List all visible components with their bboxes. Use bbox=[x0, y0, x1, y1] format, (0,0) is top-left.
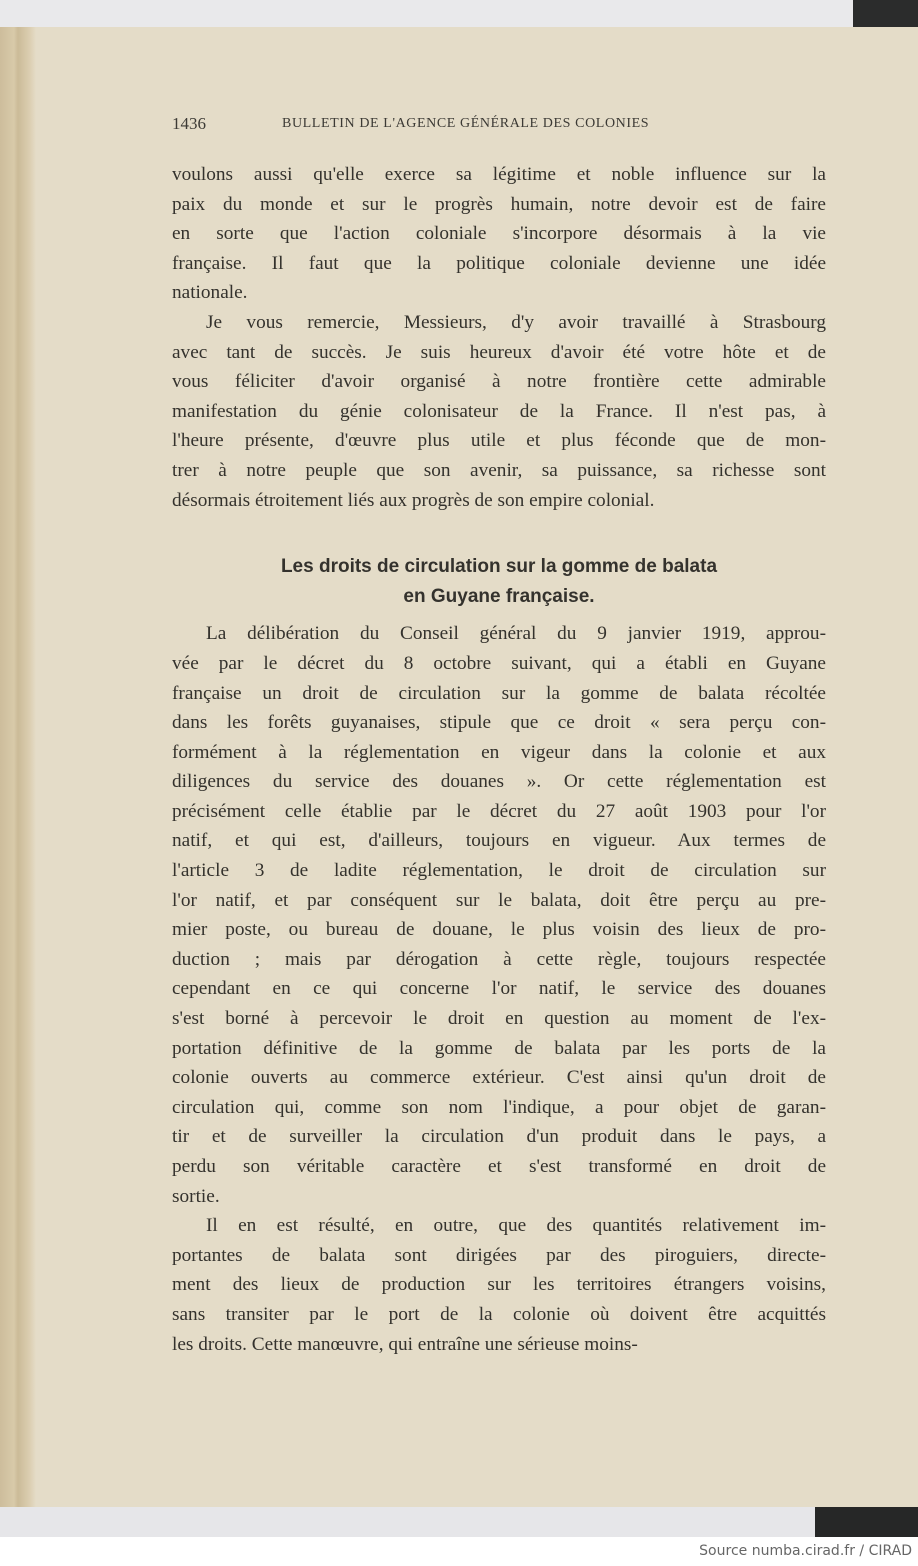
text-line: portantes de balata sont dirigées par des piroguiers, directe- bbox=[172, 1244, 826, 1266]
text-line: voulons aussi qu'elle exerce sa légitime et noble influence sur la bbox=[172, 164, 826, 185]
page-number: 1436 bbox=[172, 114, 206, 133]
scan-cover-edge-top bbox=[853, 0, 918, 28]
section-heading-line: en Guyane française. bbox=[403, 585, 595, 607]
text-line: ment des lieux de production sur les territoires étrangers voisins, bbox=[172, 1274, 826, 1296]
text-line: vée par le décret du 8 octobre suivant, qui a établi en Guyane bbox=[172, 652, 826, 674]
text-line: trer à notre peuple que son avenir, sa puissance, sa richesse sont bbox=[172, 459, 826, 481]
text-line: l'heure présente, d'œuvre plus utile et plus féconde que de mon- bbox=[172, 430, 826, 452]
viewer-background-bottom bbox=[0, 1507, 815, 1537]
text-line: en sorte que l'action coloniale s'incorpore désormais à la vie bbox=[172, 223, 826, 245]
text-line: colonie ouverts au commerce extérieur. C'est ainsi qu'un droit de bbox=[172, 1067, 826, 1089]
scan-cover-edge-bottom bbox=[815, 1507, 918, 1537]
text-line: sans transiter par le port de la colonie où doivent être acquittés bbox=[172, 1303, 826, 1325]
text-line: portation définitive de la gomme de balata par les ports de la bbox=[172, 1037, 826, 1059]
paragraph bbox=[172, 308, 826, 515]
text-line: tir et de surveiller la circulation d'un produit dans le pays, a bbox=[172, 1126, 826, 1148]
text-line: paix du monde et sur le progrès humain, notre devoir est de faire bbox=[172, 193, 826, 215]
page-body bbox=[172, 160, 826, 1359]
text-line: duction ; mais par dérogation à cette règle, toujours respectée bbox=[172, 948, 826, 970]
text-line: française un droit de circulation sur la gomme de balata récoltée bbox=[172, 682, 826, 704]
text-line: formément à la réglementation en vigeur dans la colonie et aux bbox=[172, 741, 826, 763]
paragraph bbox=[172, 160, 826, 308]
viewer-background-top bbox=[0, 0, 853, 27]
text-line: précisément celle établie par le décret du 27 août 1903 pour l'or bbox=[172, 800, 826, 822]
running-title: BULLETIN DE L'AGENCE GÉNÉRALE DES COLONIES bbox=[282, 116, 650, 131]
source-credit: Source numba.cirad.fr / CIRAD bbox=[699, 1543, 912, 1559]
text-line: cependant en ce qui concerne l'or natif, le service des douanes bbox=[172, 978, 826, 1000]
text-line: natif, et qui est, d'ailleurs, toujours en vigueur. Aux termes de bbox=[172, 830, 826, 852]
text-line: l'or natif, et par conséquent sur le balata, doit être perçu au pre- bbox=[172, 889, 826, 911]
section-heading-line: Les droits de circulation sur la gomme de balata bbox=[280, 556, 718, 578]
text-line: Il en est résulté, en outre, que des quantités relativement im- bbox=[206, 1215, 826, 1237]
paragraph bbox=[172, 1211, 826, 1359]
text-line: désormais étroitement liés aux progrès de son empire colonial. bbox=[172, 489, 655, 511]
text-line: vous féliciter d'avoir organisé à notre frontière cette admirable bbox=[172, 371, 826, 393]
text-line: sortie. bbox=[172, 1185, 220, 1207]
text-line: nationale. bbox=[172, 282, 248, 304]
text-line: mier poste, ou bureau de douane, le plus voisin des lieux de pro- bbox=[172, 919, 826, 941]
text-line: française. Il faut que la politique coloniale devienne une idée bbox=[172, 252, 826, 274]
text-line: s'est borné à percevoir le droit en question au moment de l'ex- bbox=[172, 1008, 826, 1030]
text-line: Je vous remercie, Messieurs, d'y avoir travaillé à Strasbourg bbox=[206, 311, 826, 333]
section-heading bbox=[172, 552, 826, 611]
text-line: circulation qui, comme son nom l'indique, a pour objet de garan- bbox=[172, 1096, 826, 1118]
text-line: diligences du service des douanes ». Or cette réglementation est bbox=[172, 771, 826, 793]
text-line: perdu son véritable caractère et s'est transformé en droit de bbox=[172, 1156, 826, 1177]
paragraph bbox=[172, 619, 826, 1211]
page-header bbox=[172, 114, 826, 138]
page-binding-edge bbox=[0, 27, 36, 1507]
text-line: l'article 3 de ladite réglementation, le droit de circulation sur bbox=[172, 860, 826, 882]
text-line: les droits. Cette manœuvre, qui entraîne une sérieuse moins- bbox=[172, 1333, 638, 1355]
text-line: dans les forêts guyanaises, stipule que ce droit « sera perçu con- bbox=[172, 712, 826, 734]
text-line: manifestation du génie colonisateur de la France. Il n'est pas, à bbox=[172, 400, 826, 422]
text-line: La délibération du Conseil général du 9 janvier 1919, approu- bbox=[206, 623, 826, 645]
text-line: avec tant de succès. Je suis heureux d'avoir été votre hôte et de bbox=[172, 341, 826, 363]
